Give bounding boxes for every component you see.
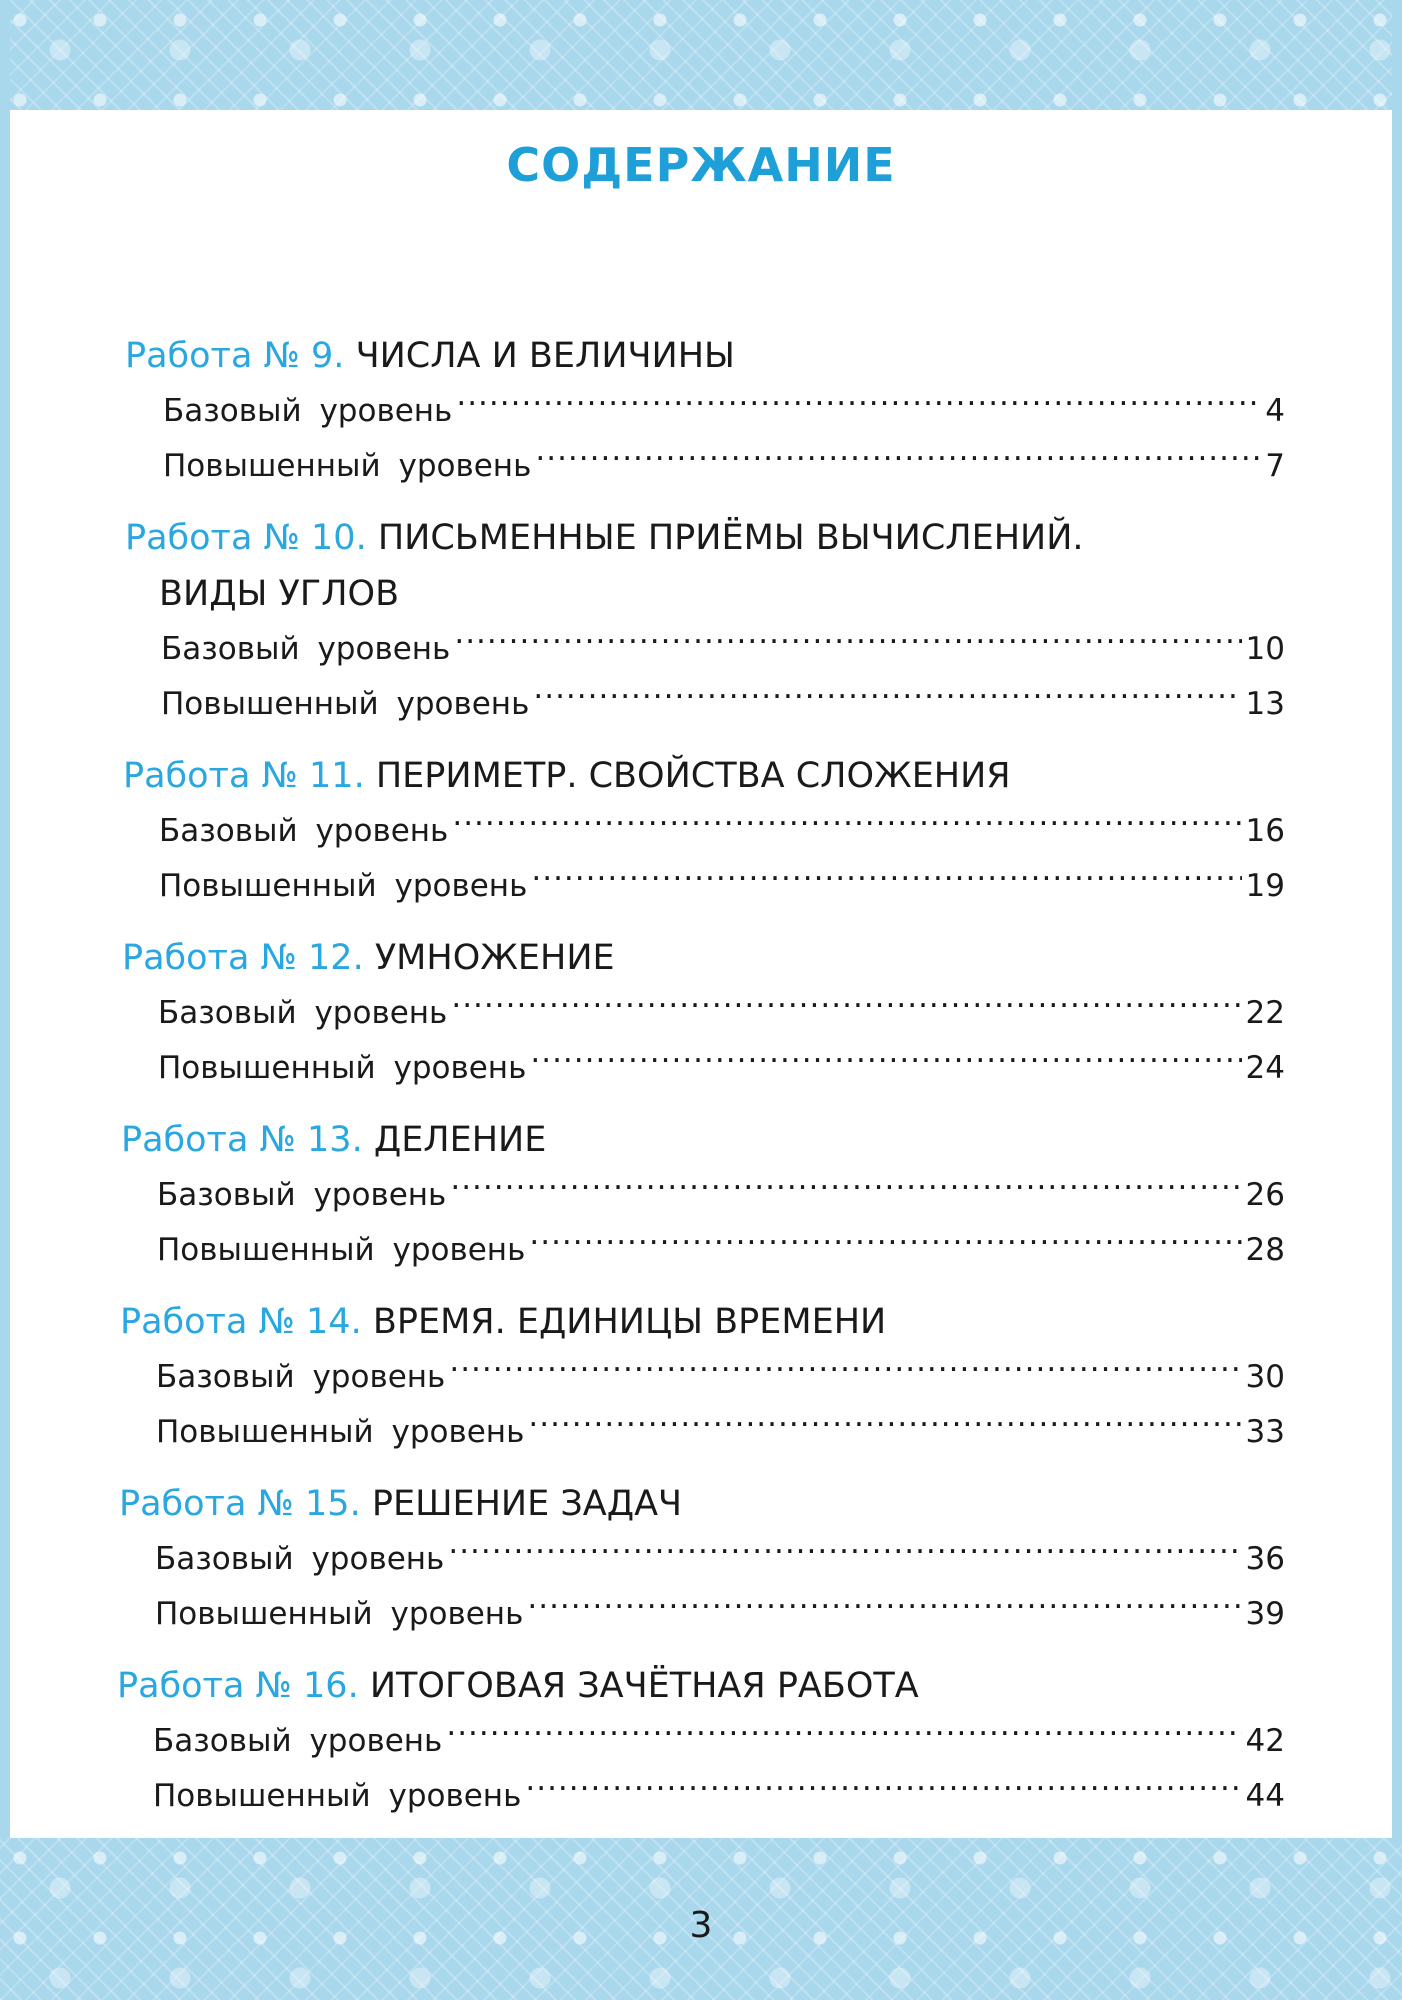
leader-dots — [528, 1411, 1241, 1442]
toc-entry-basic[interactable] — [117, 1714, 1285, 1769]
entry-label: Базовый уровень — [161, 631, 451, 667]
entry-label: Базовый уровень — [163, 393, 453, 429]
section-heading — [117, 1658, 1285, 1714]
work-number: Работа № 12. — [122, 938, 364, 978]
leader-dots — [456, 390, 1261, 421]
entry-page-number: 24 — [1245, 1050, 1285, 1086]
section-heading — [125, 328, 1285, 384]
leader-dots — [451, 992, 1241, 1023]
leader-dots — [535, 445, 1261, 476]
toc-section-9 — [0, 328, 1285, 494]
work-title: ВРЕМЯ. ЕДИНИЦЫ ВРЕМЕНИ — [372, 1302, 887, 1342]
toc-section-11 — [0, 748, 1285, 914]
work-title: ИТОГОВАЯ ЗАЧЁТНАЯ РАБОТА — [369, 1666, 919, 1706]
work-number: Работа № 11. — [123, 756, 365, 796]
entry-label: Повышенный уровень — [156, 1414, 525, 1450]
entry-label: Базовый уровень — [155, 1541, 445, 1577]
toc-section-10 — [0, 510, 1285, 732]
decorative-right-edge — [1392, 0, 1402, 2000]
work-number: Работа № 10. — [125, 518, 367, 558]
decorative-header-band — [0, 0, 1402, 110]
toc-entry-basic[interactable] — [125, 384, 1285, 439]
leader-dots — [452, 810, 1241, 841]
entry-label: Базовый уровень — [158, 995, 448, 1031]
leader-dots — [531, 865, 1241, 896]
work-number: Работа № 13. — [121, 1120, 363, 1160]
section-heading — [122, 930, 1285, 986]
entry-label: Повышенный уровень — [159, 868, 528, 904]
toc-section-16 — [0, 1658, 1285, 1824]
leader-dots — [533, 683, 1241, 714]
page-title: СОДЕРЖАНИЕ — [506, 138, 896, 192]
leader-dots — [450, 1174, 1241, 1205]
toc-entry-advanced[interactable] — [125, 677, 1285, 732]
entry-page-number: 13 — [1245, 686, 1285, 722]
toc-entry-basic[interactable] — [125, 622, 1285, 677]
toc-section-14 — [0, 1294, 1285, 1460]
leader-dots — [527, 1593, 1241, 1624]
entry-page-number: 10 — [1245, 631, 1285, 667]
entry-label: Повышенный уровень — [155, 1596, 524, 1632]
toc-entry-basic[interactable] — [120, 1350, 1285, 1405]
entry-page-number: 39 — [1245, 1596, 1285, 1632]
leader-dots — [446, 1720, 1241, 1751]
work-number: Работа № 16. — [117, 1666, 359, 1706]
toc-entry-basic[interactable] — [123, 804, 1285, 859]
work-number: Работа № 9. — [125, 336, 345, 376]
section-heading — [121, 1112, 1285, 1168]
toc-entry-advanced[interactable] — [125, 439, 1285, 494]
entry-page-number: 30 — [1245, 1359, 1285, 1395]
toc-entry-advanced[interactable] — [119, 1587, 1285, 1642]
toc-entry-advanced[interactable] — [123, 859, 1285, 914]
section-heading — [119, 1476, 1285, 1532]
work-title: ПЕРИМЕТР. СВОЙСТВА СЛОЖЕНИЯ — [375, 756, 1011, 796]
toc-entry-basic[interactable] — [119, 1532, 1285, 1587]
toc-section-15 — [0, 1476, 1285, 1642]
work-title: ПИСЬМЕННЫЕ ПРИЁМЫ ВЫЧИСЛЕНИЙ. — [377, 518, 1084, 558]
work-title-continued: ВИДЫ УГЛОВ — [159, 574, 400, 614]
entry-page-number: 4 — [1265, 393, 1285, 429]
toc-section-13 — [0, 1112, 1285, 1278]
entry-page-number: 7 — [1265, 448, 1285, 484]
entry-label: Повышенный уровень — [153, 1778, 522, 1814]
entry-page-number: 26 — [1245, 1177, 1285, 1213]
leader-dots — [529, 1229, 1241, 1260]
toc-entry-advanced[interactable] — [121, 1223, 1285, 1278]
work-title: ЧИСЛА И ВЕЛИЧИНЫ — [355, 336, 735, 376]
work-title: ДЕЛЕНИЕ — [373, 1120, 547, 1160]
entry-label: Повышенный уровень — [157, 1232, 526, 1268]
entry-page-number: 19 — [1245, 868, 1285, 904]
section-heading — [120, 1294, 1285, 1350]
toc-entry-advanced[interactable] — [122, 1041, 1285, 1096]
entry-label: Базовый уровень — [153, 1723, 443, 1759]
toc-section-12 — [0, 930, 1285, 1096]
work-title: УМНОЖЕНИЕ — [374, 938, 615, 978]
entry-page-number: 28 — [1245, 1232, 1285, 1268]
section-heading — [125, 510, 1285, 566]
leader-dots — [525, 1775, 1241, 1806]
toc-entry-basic[interactable] — [122, 986, 1285, 1041]
work-number: Работа № 14. — [120, 1302, 362, 1342]
entry-label: Базовый уровень — [156, 1359, 446, 1395]
leader-dots — [449, 1356, 1241, 1387]
entry-page-number: 42 — [1245, 1723, 1285, 1759]
entry-label: Базовый уровень — [159, 813, 449, 849]
entry-label: Базовый уровень — [157, 1177, 447, 1213]
toc-entry-basic[interactable] — [121, 1168, 1285, 1223]
work-number: Работа № 15. — [119, 1484, 361, 1524]
entry-page-number: 22 — [1245, 995, 1285, 1031]
leader-dots — [448, 1538, 1241, 1569]
entry-label: Повышенный уровень — [163, 448, 532, 484]
entry-page-number: 44 — [1245, 1778, 1285, 1814]
page-number: 3 — [689, 1905, 713, 1946]
entry-page-number: 36 — [1245, 1541, 1285, 1577]
work-title: РЕШЕНИЕ ЗАДАЧ — [371, 1484, 683, 1524]
entry-page-number: 16 — [1245, 813, 1285, 849]
entry-label: Повышенный уровень — [158, 1050, 527, 1086]
entry-label: Повышенный уровень — [161, 686, 530, 722]
section-heading — [123, 748, 1285, 804]
leader-dots — [454, 628, 1241, 659]
toc-entry-advanced[interactable] — [120, 1405, 1285, 1460]
entry-page-number: 33 — [1245, 1414, 1285, 1450]
toc-entry-advanced[interactable] — [117, 1769, 1285, 1824]
leader-dots — [530, 1047, 1241, 1078]
